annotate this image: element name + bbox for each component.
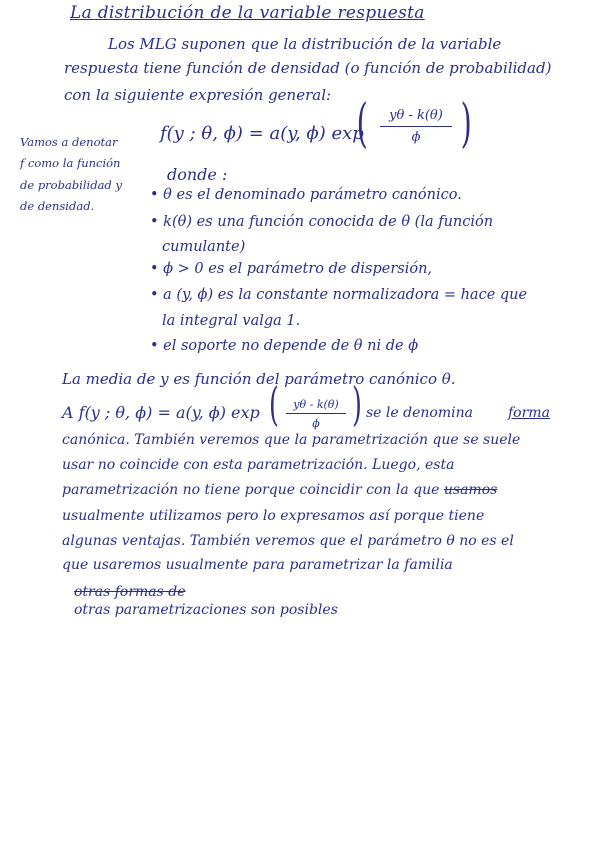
paragraph-denominator: ϕ [312,417,320,430]
paragraph-line-4: usar no coincide con esta parametrización. Luego, esta [62,457,455,473]
side-note-line-4: de densidad. [20,199,95,213]
paragraph-line-1: La media de y es función del parámetro canónico θ. [62,370,456,388]
paragraph-line-7: algunas ventajas. También veremos que el parámetro θ no es el [62,533,514,549]
item-k-theta-cont: cumulante) [162,239,246,255]
paragraph-line-5-text: parametrización no tiene porque coincidir con la que [62,482,444,498]
paragraph-fraction-bar [286,413,346,414]
item-a-y-phi-cont: la integral valga 1. [162,313,301,329]
paragraph-line-8: que usaremos usualmente para parametrizar la familia [62,557,453,573]
item-soporte: • el soporte no depende de θ ni de ϕ [150,338,419,354]
item-phi: • ϕ > 0 es el parámetro de dispersión, [150,261,433,277]
donde-label: donde : [167,165,228,184]
struck-word-usamos: usamos [443,482,498,498]
intro-line-1: Los MLG suponen que la distribución de la variable [108,35,502,53]
struck-line-otras-formas: otras formas de [74,584,186,600]
formula-left-paren: ( [356,94,368,154]
formula-right-paren: ) [460,94,472,154]
intro-line-2: respuesta tiene función de densidad (o función de probabilidad) [64,59,552,77]
paragraph-numerator: yθ - k(θ) [293,398,339,411]
item-a-y-phi: • a (y, ϕ) es la constante normalizadora = hace que [150,287,528,303]
side-note-line-3: de probabilidad y [20,178,122,192]
paragraph-line-2-mid: se le denomina [366,405,473,421]
density-formula-lhs: f(y ; θ, ϕ) = a(y, ϕ) exp [160,123,364,144]
paragraph-left-paren: ( [269,377,279,431]
formula-denominator: ϕ [411,130,421,145]
page-title: La distribución de la variable respuesta [70,3,425,23]
word-forma: forma [508,405,550,421]
paragraph-line-3: canónica. También veremos que la parametrización que se suele [62,432,521,448]
paragraph-formula-lhs: A f(y ; θ, ϕ) = a(y, ϕ) exp [62,403,260,422]
paragraph-fraction [282,398,350,434]
paragraph-line-5 [62,483,497,497]
paragraph-last-line: otras parametrizaciones son posibles [74,602,338,618]
paragraph-right-paren: ) [352,377,362,431]
side-note-line-2: f como la función [20,156,121,170]
formula-fraction [376,108,456,148]
side-note-line-1: Vamos a denotar [20,135,118,149]
paragraph-line-6: usualmente utilizamos pero lo expresamos así porque tiene [62,508,485,524]
formula-numerator: yθ - k(θ) [389,108,443,123]
fraction-bar [380,126,452,127]
item-theta: • θ es el denominado parámetro canónico. [150,187,462,203]
item-k-theta: • k(θ) es una función conocida de θ (la función [150,214,494,230]
intro-line-3: con la siguiente expresión general: [64,86,332,104]
